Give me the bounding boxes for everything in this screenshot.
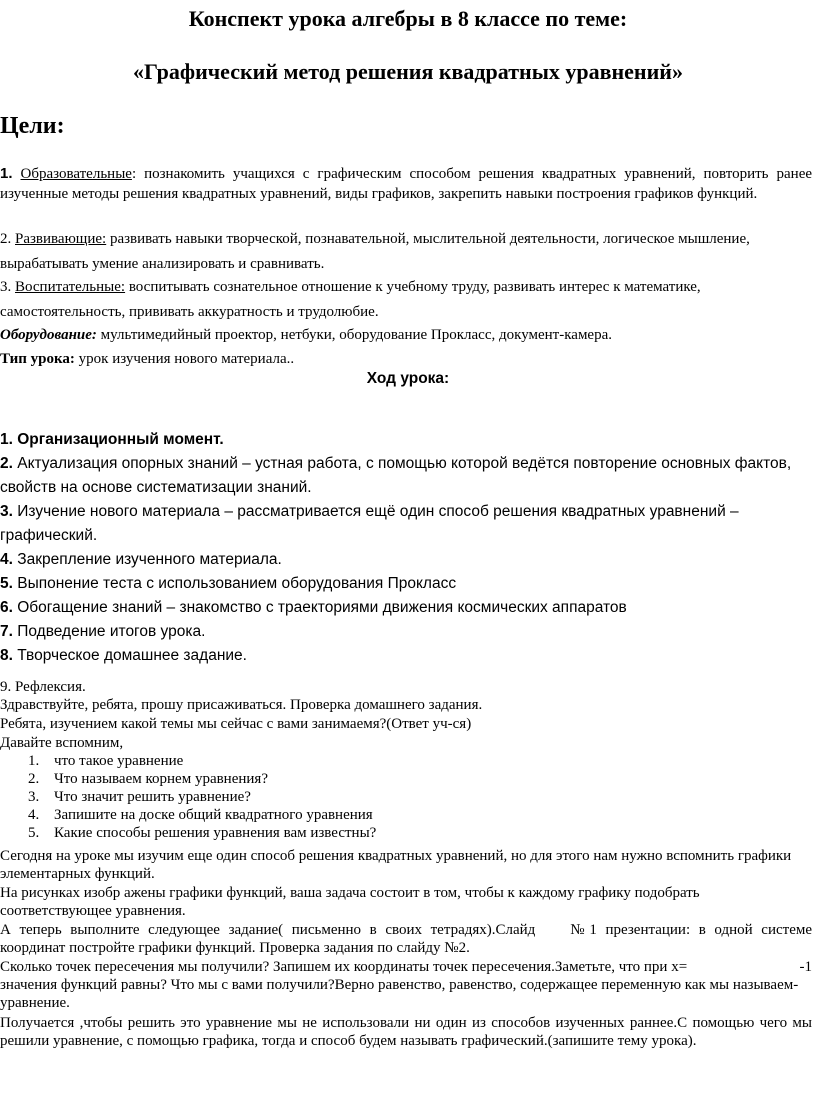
list-text: Что значит решить уравнение? [54, 789, 251, 805]
step-item [0, 596, 812, 620]
goal-2-label: Развивающие: [15, 231, 107, 247]
step-num: 2. [0, 455, 13, 472]
goal-3-label: Воспитательные: [15, 279, 126, 295]
list-item [28, 806, 376, 824]
goal-2-num: 2. [0, 231, 12, 247]
step-item [0, 572, 812, 596]
paragraph-2: На рисунках изобр ажены графики функций, ваша задача состоит в том, чтобы к каждому графику подобрать соответствующее уравнения. [0, 885, 700, 919]
equipment [0, 324, 812, 346]
list-item [28, 788, 376, 806]
goals-heading: Цели: [0, 113, 65, 139]
paragraph-5: Получается ,чтобы решить это уравнение мы не использовали ни один из способов изученных раннее.С помощью чего мы решили уравнение, с помощью графика, тогда и способ будем называть графический.(запишите тему урока). [0, 1015, 812, 1049]
step-text: Выпонение теста с использованием оборудования Прокласс [12, 575, 457, 592]
recall-intro: Давайте вспомним, [0, 735, 124, 751]
step-item [0, 548, 812, 572]
paragraph-3-part-a: А теперь выполните следующее задание( письменно в своих тетрадях).Слайд [0, 922, 536, 938]
list-text: что такое уравнение [54, 753, 184, 769]
goal-1-sep: : [131, 166, 137, 182]
step-item [0, 500, 812, 548]
paragraph-1: Сегодня на уроке мы изучим еще один способ решения квадратных уравнений, но для этого нам нужно вспомнить графики элементарных функций. [0, 848, 792, 882]
goal-1 [0, 164, 812, 204]
lesson-type-label: Тип урока: [0, 351, 75, 367]
step-num: 5. [0, 575, 13, 592]
lesson-type-text: урок изучения нового материала.. [74, 351, 295, 367]
equipment-text: мультимедийный проектор, нетбуки, оборудование Прокласс, документ-камера. [96, 327, 612, 343]
goal-1-label: Образовательные [20, 166, 132, 182]
goal-1-text: познакомить учащихся с графическим способом решения квадратных уравнений, повторить ранее изученные методы решения квадратных уравнений, виды графиков, закрепить навыки построения графиков функций. [0, 166, 813, 202]
goal-1-num: 1. [0, 165, 13, 182]
paragraph-4 [0, 958, 812, 1012]
step-text: Актуализация опорных знаний – устная работа, с помощью которой ведётся повторение основных фактов, свойств на основе систематизации знаний. [0, 455, 792, 496]
question-topic: Ребята, изучением какой темы мы сейчас с вами занимаемя?(Ответ уч-ся) [0, 716, 472, 732]
step-text: Закрепление изученного материала. [12, 551, 282, 568]
step-text: Творческое домашнее задание. [12, 647, 247, 664]
title-line-2: «Графический метод решения квадратных уравнений» [133, 59, 683, 84]
list-item [28, 824, 376, 842]
list-num: 1. [28, 753, 40, 769]
step-num: 4. [0, 551, 13, 568]
goal-2 [0, 227, 812, 277]
list-text: Что называем корнем уравнения? [54, 771, 268, 787]
step-item [0, 452, 812, 500]
goal-3 [0, 275, 812, 325]
paragraph-4-part-c: значения функций равны? Что мы с вами получили?Верно равенство, равенство, содержащее переменную как мы называем-уравнение. [0, 977, 799, 1011]
greeting: Здравствуйте, ребята, прошу присаживаться. Проверка домашнего задания. [0, 697, 483, 713]
list-item [28, 752, 376, 770]
step-item [0, 620, 812, 644]
list-item [28, 770, 376, 788]
step-text: Подведение итогов урока. [12, 623, 206, 640]
goal-2-text: развивать навыки творческой, познавательной, мыслительной деятельности, логическое мышление, вырабатывать умение анализировать и сравнивать. [0, 231, 750, 272]
lesson-course-heading: Ход урока: [366, 370, 450, 387]
recall-list [28, 752, 376, 842]
paragraph-3-slide-number: №1 [565, 922, 597, 938]
step-num: 6. [0, 599, 13, 616]
list-num: 4. [28, 807, 40, 823]
list-num: 5. [28, 825, 40, 841]
list-num: 3. [28, 789, 40, 805]
paragraph-4-part-a: Сколько точек пересечения мы получили? Запишем их координаты точек пересечения.Заметьте, что при х= [0, 959, 688, 975]
step-item [0, 428, 812, 452]
lesson-steps [0, 428, 812, 668]
step-num: 7. [0, 623, 13, 640]
step-num: 1. [0, 431, 13, 448]
goal-3-num: 3. [0, 279, 12, 295]
step-text: Обогащение знаний – знакомство с траекториями движения космических аппаратов [12, 599, 627, 616]
title-line-1: Конспект урока алгебры в 8 классе по теме: [188, 6, 628, 31]
step-num: 8. [0, 647, 13, 664]
list-num: 2. [28, 771, 40, 787]
paragraph-4-value: -1 [799, 959, 812, 975]
equipment-label: Оборудование: [0, 327, 97, 343]
goal-3-text: воспитывать сознательное отношение к учебному труду, развивать интерес к математике, самостоятельность, прививать аккуратность и трудолюбие. [0, 279, 701, 320]
step-9: 9. Рефлексия. [0, 679, 86, 695]
step-text: Организационный момент. [12, 431, 224, 448]
lesson-type [0, 348, 812, 370]
paragraph-3-part-c: презентации: в одной системе координат постройте графики функций. Проверка задания по слайду №2. [0, 922, 813, 956]
step-num: 3. [0, 503, 13, 520]
paragraph-3 [0, 921, 812, 957]
step-text: Изучение нового материала – рассматривается ещё один способ решения квадратных уравнений – графический. [0, 503, 739, 544]
list-text: Запишите на доске общий квадратного уравнения [54, 807, 373, 823]
list-text: Какие способы решения уравнения вам известны? [54, 825, 377, 841]
step-item [0, 644, 812, 668]
